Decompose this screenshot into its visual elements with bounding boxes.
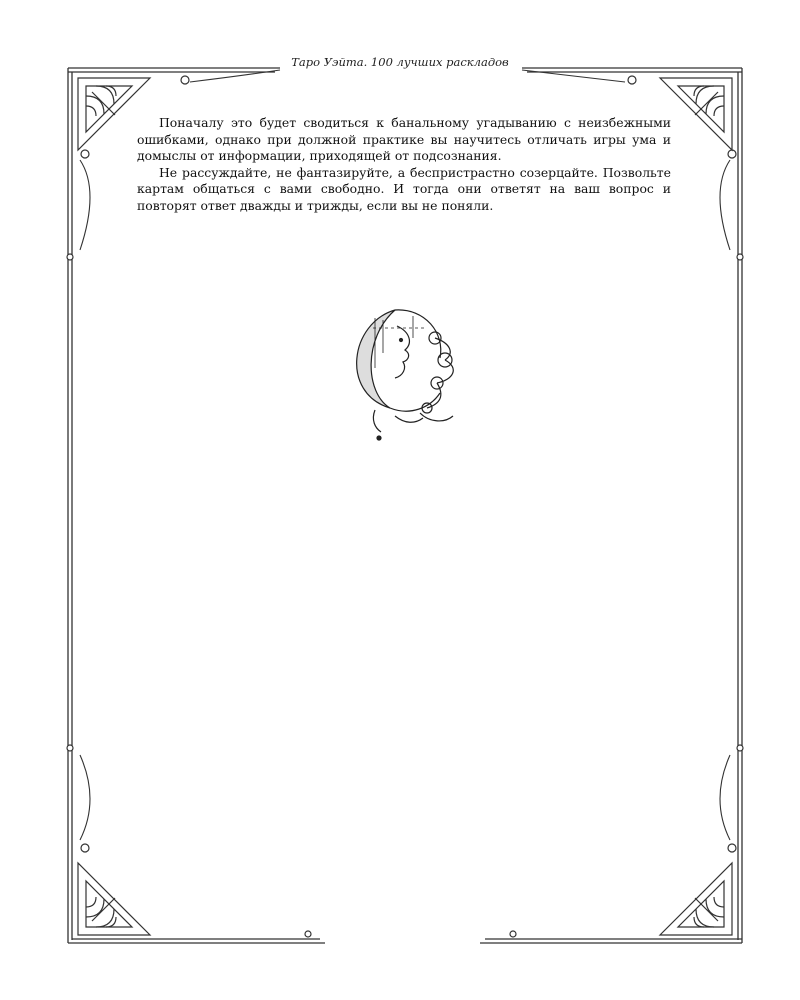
paragraph: Поначалу это будет сводиться к банальному угадыванию с неизбежными ошибками, однако при должной практике вы научитесь отличать игры ума и домыслы от информации, приходящей от подсознания. [137, 115, 671, 163]
paragraph: Не рассуждайте, не фантазируйте, а беспристрастно созерцайте. Позвольте картам общаться с вами свободно. И тогда они ответят на ваш вопрос и повторят ответ дважды и трижды, если вы не поняли. [137, 164, 671, 213]
running-head: Таро Уэйта. 100 лучших раскладов [291, 55, 509, 69]
body-text [137, 115, 671, 214]
crescent-moon-face-ornament-icon [335, 298, 475, 448]
